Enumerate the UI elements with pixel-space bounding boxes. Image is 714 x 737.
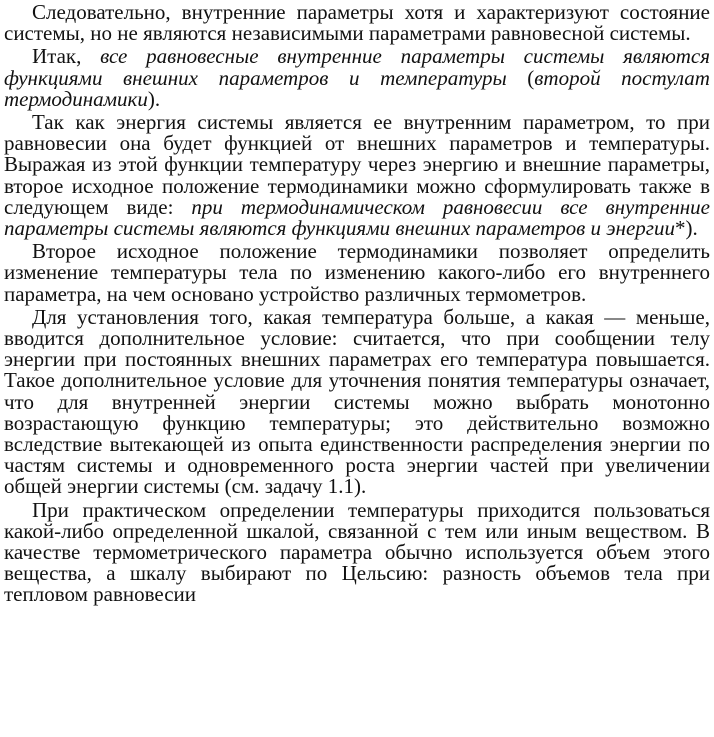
paragraph-5-text: Для установления того, какая температура больше, а какая — меньше, вводится дополнительное условие: считается, что при сообщении телу энергии при постоянных внешних параметрах его температура повышается. Такое дополнительное условие для уточнения понятия температуры означает, что для внутренней энергии системы можно выбрать монотонно возрастающую функцию температуры; это действительно возможно вследствие вытекающей из опыта единственности распределения энергии по частям системы и одновременного роста энергии частей при увеличении общей энергии системы (см. задачу 1.1). — [4, 304, 710, 499]
paragraph-2-italic-statement: все равновесные внутренние параметры системы являются функциями внешних параметров и температуры — [4, 44, 711, 90]
paragraph-6 — [4, 497, 710, 607]
document-page — [4, 2, 710, 735]
paragraph-2-open-paren: ( — [506, 65, 535, 90]
paragraph-3-text: Так как энергия системы является ее внутренним параметром, то при равновесии она будет функцией от внешних параметров и температуры. Выражая из этой функции температуру через энергию и внешние параметры, второе исходное положение термодинамики можно сформулировать также в следующем виде: — [4, 110, 710, 219]
paragraph-2-italic-postulate: второй постулат термодинамики — [4, 65, 710, 111]
paragraph-4-text: Второе исходное положение термодинамики позволяет определить изменение температуры тела по изменению какого-либо его внутреннего параметра, на чем основано устройство различных термометров. — [4, 239, 710, 306]
paragraph-3-footnote-mark: *). — [674, 216, 698, 241]
paragraph-6-text: При практическом определении температуры приходится пользоваться какой-либо определенной шкалой, связанной с тем или иным веществом. В качестве термометрического параметра обычно используется объем этого вещества, а шкалу выбирают по Цельсию: разность объемов тела при тепловом равновесии — [4, 497, 710, 607]
paragraph-2-lead: Итак, — [32, 44, 101, 69]
paragraph-1 — [4, 2, 710, 44]
paragraph-2 — [4, 46, 710, 110]
paragraph-2-close-paren: ). — [147, 86, 161, 111]
paragraph-5 — [4, 304, 710, 499]
paragraph-4 — [4, 241, 710, 305]
paragraph-1-text: Следовательно, внутренние параметры хотя и характеризуют состояние системы, но не являются независимыми параметрами равновесной системы. — [4, 0, 710, 46]
paragraph-3-italic-statement: при термодинамическом равновесии все внутренние параметры системы являются функциями внешних параметров и энергии — [4, 194, 710, 241]
paragraph-3 — [4, 112, 710, 239]
